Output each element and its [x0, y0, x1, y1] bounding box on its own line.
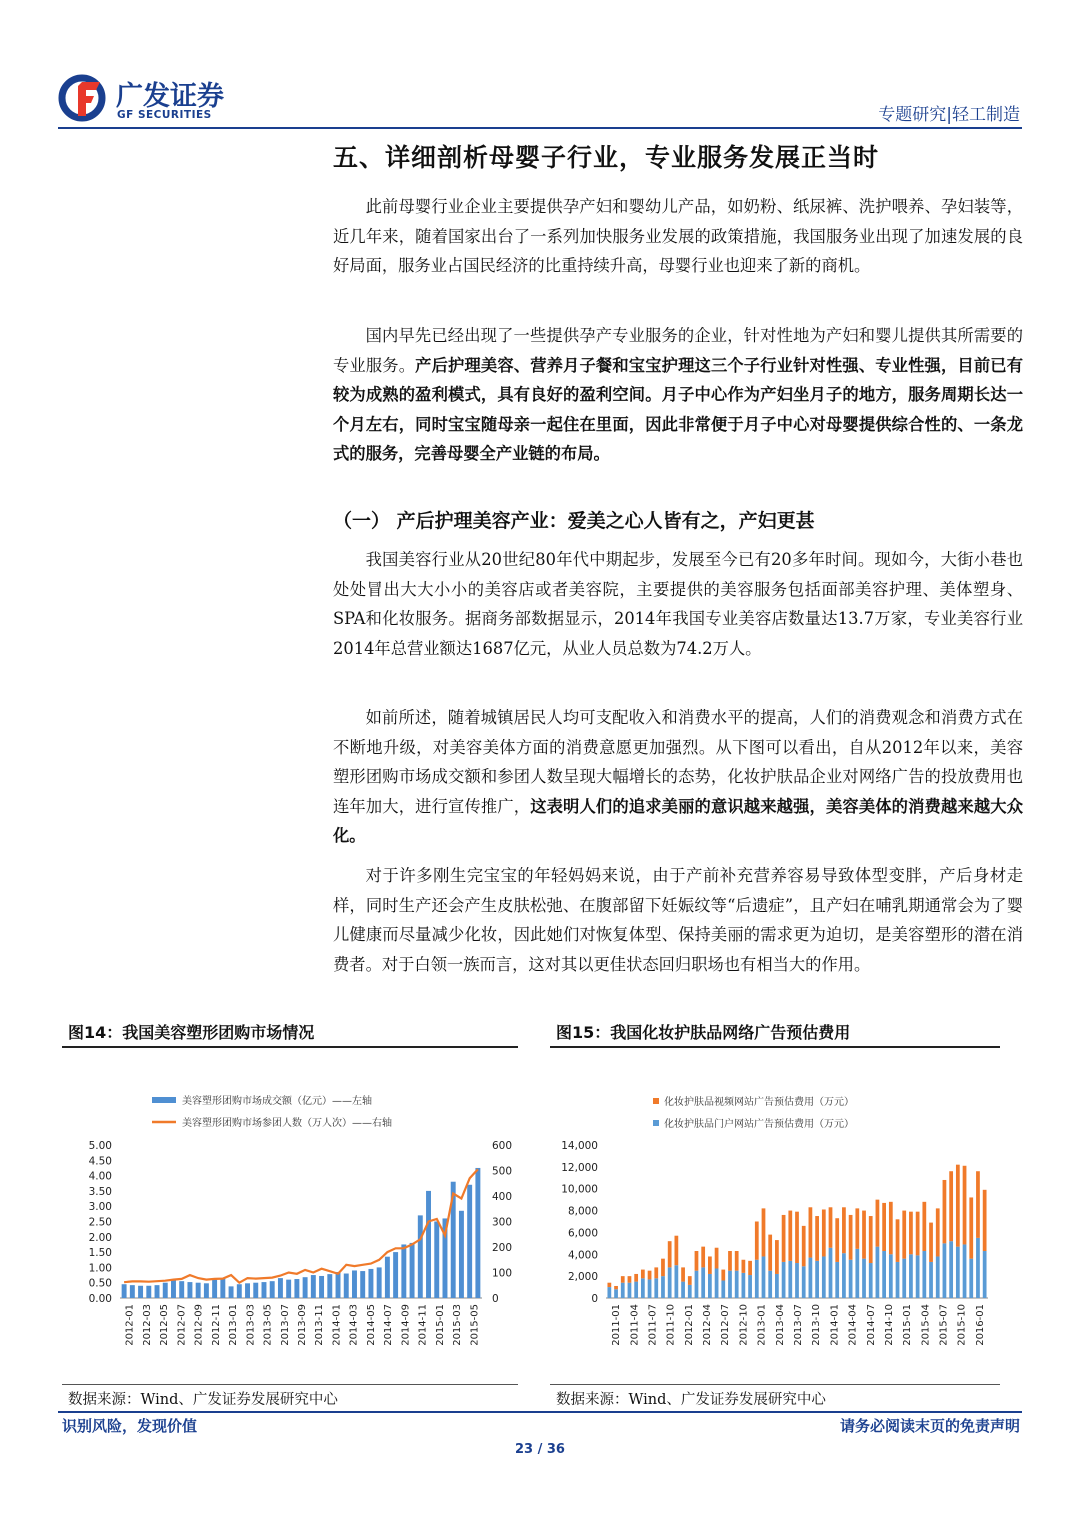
deal-value-bar	[270, 1281, 275, 1298]
portal-ad-bar	[614, 1289, 618, 1298]
portal-ad-bar	[735, 1271, 739, 1298]
portal-ad-bar	[654, 1278, 658, 1298]
x-tick-label: 2015-07	[938, 1304, 950, 1346]
video-ad-bar	[688, 1276, 692, 1285]
y-left-tick-label: 3.00	[88, 1201, 112, 1214]
video-ad-bar	[654, 1267, 658, 1278]
y-right-tick-label: 0	[492, 1293, 499, 1305]
x-tick-label: 2014-01	[829, 1304, 841, 1346]
portal-ad-bar	[889, 1254, 893, 1298]
portal-ad-bar	[916, 1255, 920, 1298]
video-ad-bar	[661, 1259, 665, 1276]
deal-value-bar	[377, 1267, 382, 1298]
y-left-tick-label: 4.00	[88, 1170, 112, 1183]
figure-14-top-rule	[62, 1046, 518, 1048]
deal-value-bar	[204, 1283, 209, 1298]
portal-ad-bar	[929, 1262, 933, 1298]
deal-value-bar	[426, 1191, 431, 1298]
video-ad-bar	[916, 1212, 920, 1256]
video-ad-bar	[628, 1276, 632, 1283]
legend-swatch-bar	[152, 1097, 176, 1103]
deal-value-bar	[179, 1281, 184, 1298]
x-tick-label: 2013-05	[262, 1304, 274, 1346]
portal-ad-bar	[835, 1262, 839, 1298]
paragraph-4-bold: 这表明人们的追求美丽的意识越来越强，美容美体的消费越来越大众化。	[333, 796, 1023, 845]
portal-ad-bar	[802, 1266, 806, 1298]
y-tick-label: 2,000	[567, 1271, 598, 1284]
y-left-tick-label: 2.50	[88, 1216, 112, 1229]
header-divider	[58, 127, 1022, 129]
x-tick-label: 2012-01	[683, 1304, 695, 1346]
x-tick-label: 2015-04	[920, 1304, 932, 1346]
portal-ad-bar	[607, 1287, 611, 1298]
deal-value-bar	[336, 1272, 341, 1298]
gf-securities-logo	[58, 70, 258, 126]
x-tick-label: 2014-11	[417, 1304, 429, 1346]
y-left-tick-label: 1.00	[88, 1262, 112, 1275]
portal-ad-bar	[855, 1249, 859, 1298]
deal-value-bar	[220, 1278, 225, 1298]
y-right-tick-label: 500	[492, 1165, 513, 1178]
video-ad-bar	[674, 1236, 678, 1266]
portal-ad-bar	[641, 1278, 645, 1298]
deal-value-bar	[311, 1275, 316, 1298]
deal-value-bar	[410, 1243, 415, 1298]
deal-value-bar	[155, 1285, 160, 1298]
y-right-tick-label: 200	[492, 1242, 513, 1254]
x-tick-label: 2012-07	[720, 1304, 732, 1346]
x-tick-label: 2014-04	[847, 1304, 859, 1346]
video-ad-bar	[949, 1171, 953, 1241]
y-tick-label: 6,000	[567, 1227, 598, 1240]
paragraph-4-plain: 如前所述，随着城镇居民人均可支配收入和消费水平的提高，人们的消费观念和消费方式在不断地升级，对美容美体方面的消费意愿更加强烈。从下图可以看出，自从2012年以来，美容塑形团购市场成交额和参团人数呈现大幅增长的态势，化妆护肤品企业对网络广告的投放费用也连年加大，进行宣传推广，	[333, 708, 1023, 816]
portal-ad-bar	[755, 1260, 759, 1298]
deal-value-bar	[196, 1283, 201, 1298]
report-category: 专题研究|轻工制造	[878, 105, 1020, 125]
deal-value-bar	[344, 1274, 349, 1298]
y-left-tick-label: 0.50	[88, 1277, 112, 1290]
video-ad-bar	[802, 1226, 806, 1266]
portal-ad-bar	[782, 1262, 786, 1298]
video-ad-bar	[936, 1208, 940, 1256]
video-ad-bar	[614, 1286, 618, 1289]
x-tick-label: 2015-05	[469, 1304, 481, 1346]
video-ad-bar	[708, 1256, 712, 1273]
figure-14-bottom-rule	[62, 1384, 518, 1385]
x-tick-label: 2014-10	[883, 1304, 895, 1346]
figure-14-source: 数据来源：Wind、广发证券发展研究中心	[68, 1392, 338, 1408]
deal-value-bar	[262, 1282, 267, 1298]
figure-15-source: 数据来源：Wind、广发证券发展研究中心	[556, 1392, 826, 1408]
section-title: 五、详细剖析母婴子行业，专业服务发展正当时	[333, 143, 880, 172]
paragraph-2-bold: 产后护理美容、营养月子餐和宝宝护理这三个子行业针对性强、专业性强，目前已有较为成熟的盈利模式，具有良好的盈利空间。月子中心作为产妇坐月子的地方，服务周期长达一个月左右，同时宝宝随母亲一起住在里面，因此非常便于月子中心对母婴提供综合性的、一条龙式的服务，完善母婴全产业链的布局。	[333, 355, 1023, 463]
video-ad-bar	[755, 1222, 759, 1260]
portal-ad-bar	[661, 1276, 665, 1298]
portal-ad-bar	[701, 1267, 705, 1298]
paragraph-3	[333, 545, 1023, 663]
x-tick-label: 2013-03	[245, 1304, 257, 1346]
x-tick-label: 2014-07	[383, 1304, 395, 1346]
deal-value-bar	[138, 1286, 143, 1298]
x-tick-label: 2012-10	[738, 1304, 750, 1346]
paragraph-2-plain: 国内早先已经出现了一些提供孕产专业服务的企业，针对性地为产妇和婴儿提供其所需要的专业服务。	[333, 326, 1023, 375]
x-tick-label: 2013-07	[279, 1304, 291, 1346]
deal-value-bar	[475, 1168, 480, 1298]
deal-value-bar	[393, 1252, 398, 1298]
x-tick-label: 2012-11	[210, 1304, 222, 1346]
deal-value-bar	[327, 1274, 332, 1298]
figure-15-title: 图15：我国化妆护肤品网络广告预估费用	[556, 1023, 851, 1042]
video-ad-bar	[748, 1261, 752, 1275]
video-ad-bar	[782, 1215, 786, 1262]
portal-ad-bar	[695, 1271, 699, 1298]
paragraph-2	[333, 321, 1023, 469]
video-ad-bar	[963, 1166, 967, 1245]
video-ad-bar	[882, 1203, 886, 1251]
x-tick-label: 2014-05	[365, 1304, 377, 1346]
y-left-tick-label: 3.50	[88, 1185, 112, 1198]
y-right-tick-label: 600	[492, 1140, 513, 1152]
video-ad-bar	[809, 1207, 813, 1257]
portal-ad-bar	[943, 1243, 947, 1298]
portal-ad-bar	[762, 1256, 766, 1298]
portal-ad-bar	[788, 1261, 792, 1298]
deal-value-bar	[360, 1271, 365, 1298]
x-tick-label: 2011-10	[665, 1304, 677, 1346]
portal-ad-bar	[795, 1263, 799, 1298]
y-right-tick-label: 300	[492, 1216, 513, 1229]
x-tick-label: 2013-01	[756, 1304, 768, 1346]
y-left-tick-label: 1.50	[88, 1247, 112, 1260]
video-ad-bar	[721, 1270, 725, 1281]
portal-ad-bar	[956, 1247, 960, 1298]
paragraph-1	[333, 192, 1023, 281]
deal-value-bar	[122, 1284, 127, 1298]
portal-ad-bar	[668, 1267, 672, 1298]
paragraph-1-text: 此前母婴行业企业主要提供孕产妇和婴幼儿产品，如奶粉、纸尿裤、洗护喂养、孕妇装等，近几年来，随着国家出台了一系列加快服务业发展的政策措施，我国服务业出现了加速发展的良好局面，服务业占国民经济的比重持续升高，母婴行业也迎来了新的商机。	[333, 197, 1023, 275]
deal-value-bar	[467, 1185, 472, 1298]
deal-value-bar	[294, 1279, 299, 1298]
x-tick-label: 2013-04	[774, 1304, 786, 1346]
paragraph-3-text: 我国美容行业从20世纪80年代中期起步，发展至今已有20多年时间。现如今，大街小巷也处处冒出大大小小的美容店或者美容院，主要提供的美容服务包括面部美容护理、美体塑身、SPA和化妆服务。据商务部数据显示，2014年我国专业美容店数量达13.7万家，专业美容行业2014年总营业额达1687亿元，从业人员总数为74.2万人。	[333, 550, 1023, 658]
portal-ad-bar	[815, 1261, 819, 1298]
portal-ad-bar	[822, 1256, 826, 1298]
portal-ad-bar	[742, 1273, 746, 1298]
x-tick-label: 2012-03	[141, 1304, 153, 1346]
x-tick-label: 2013-10	[811, 1304, 823, 1346]
x-tick-label: 2013-07	[793, 1304, 804, 1346]
x-tick-label: 2015-03	[452, 1304, 464, 1346]
deal-value-bar	[303, 1277, 308, 1298]
video-ad-bar	[775, 1240, 779, 1274]
portal-ad-bar	[842, 1253, 846, 1298]
legend-label-portal: 化妆护肤品门户网站广告预估费用（万元）	[664, 1119, 854, 1130]
video-ad-bar	[742, 1260, 746, 1273]
portal-ad-bar	[775, 1274, 779, 1298]
deal-value-bar	[245, 1283, 250, 1298]
y-left-tick-label: 0.00	[88, 1293, 112, 1305]
video-ad-bar	[822, 1209, 826, 1256]
y-tick-label: 14,000	[561, 1140, 598, 1152]
video-ad-bar	[849, 1215, 853, 1260]
x-tick-label: 2013-11	[314, 1304, 326, 1346]
deal-value-bar	[418, 1215, 423, 1298]
x-tick-label: 2015-01	[902, 1304, 914, 1346]
y-tick-label: 12,000	[561, 1161, 598, 1174]
portal-ad-bar	[768, 1271, 772, 1298]
video-ad-bar	[829, 1207, 833, 1247]
x-tick-label: 2015-01	[434, 1304, 446, 1346]
portal-ad-bar	[708, 1274, 712, 1298]
video-ad-bar	[869, 1216, 873, 1263]
video-ad-bar	[735, 1251, 739, 1271]
deal-value-bar	[459, 1211, 464, 1298]
y-tick-label: 8,000	[567, 1205, 598, 1218]
portal-ad-bar	[728, 1271, 732, 1298]
video-ad-bar	[701, 1247, 705, 1268]
portal-ad-bar	[648, 1279, 652, 1298]
video-ad-bar	[902, 1211, 906, 1259]
video-ad-bar	[835, 1218, 839, 1262]
deal-value-bar	[385, 1257, 390, 1298]
portal-ad-bar	[862, 1259, 866, 1298]
y-left-tick-label: 5.00	[88, 1140, 112, 1152]
portal-ad-bar	[936, 1256, 940, 1298]
video-ad-bar	[876, 1200, 880, 1247]
figure-14-chart	[62, 1085, 518, 1380]
video-ad-bar	[862, 1211, 866, 1259]
deal-value-bar	[401, 1244, 406, 1298]
deal-value-bar	[368, 1269, 373, 1298]
portal-ad-bar	[909, 1254, 913, 1298]
video-ad-bar	[762, 1208, 766, 1256]
x-tick-label: 2014-07	[865, 1304, 877, 1346]
video-ad-bar	[855, 1208, 859, 1248]
video-ad-bar	[969, 1197, 973, 1258]
deal-value-bar	[286, 1280, 291, 1298]
paragraph-4	[333, 703, 1023, 851]
portal-ad-bar	[876, 1247, 880, 1298]
footer-divider	[58, 1411, 1022, 1413]
portal-ad-bar	[688, 1285, 692, 1298]
video-ad-bar	[648, 1271, 652, 1280]
footer-disclaimer: 请务必阅读末页的免责声明	[839, 1417, 1020, 1435]
deal-value-bar	[434, 1222, 439, 1299]
x-tick-label: 2011-01	[611, 1304, 623, 1346]
paragraph-5-text: 对于许多刚生完宝宝的年轻妈妈来说，由于产前补充营养容易导致体型变胖，产后身材走样，同时生产还会产生皮肤松弛、在腹部留下妊娠纹等“后遗症”，且产妇在哺乳期通常会为了婴儿健康而尽量减少化妆，因此她们对恢复体型、保持美丽的需求更为迫切，是美容塑形的潜在消费者。对于白领一族而言，这对其以更佳状态回归职场也有相当大的作用。	[333, 866, 1023, 974]
brand-name-cn: 广发证券	[116, 81, 224, 112]
figure-14-title: 图14：我国美容塑形团购市场情况	[68, 1023, 315, 1042]
paragraph-5	[333, 861, 1023, 979]
portal-ad-bar	[963, 1244, 967, 1298]
x-tick-label: 2014-01	[331, 1304, 343, 1346]
portal-ad-bar	[983, 1251, 987, 1298]
video-ad-bar	[788, 1211, 792, 1261]
deal-value-bar	[187, 1282, 192, 1298]
deal-value-bar	[352, 1270, 357, 1298]
portal-ad-bar	[674, 1265, 678, 1298]
portal-ad-bar	[634, 1282, 638, 1298]
video-ad-bar	[909, 1212, 913, 1255]
subsection-title: （一） 产后护理美容产业：爱美之心人皆有之，产妇更甚	[333, 510, 815, 532]
portal-ad-bar	[869, 1263, 873, 1298]
figure-15-chart	[550, 1085, 1000, 1380]
legend-swatch-portal	[653, 1120, 659, 1126]
video-ad-bar	[795, 1212, 799, 1263]
video-ad-bar	[815, 1216, 819, 1261]
deal-value-bar	[171, 1279, 176, 1298]
x-tick-label: 2013-09	[297, 1304, 308, 1346]
video-ad-bar	[728, 1251, 732, 1271]
video-ad-bar	[768, 1235, 772, 1271]
portal-ad-bar	[748, 1275, 752, 1298]
x-tick-label: 2014-09	[400, 1304, 412, 1346]
video-ad-bar	[929, 1223, 933, 1262]
x-tick-label: 2014-03	[348, 1304, 360, 1346]
portal-ad-bar	[882, 1251, 886, 1298]
y-tick-label: 4,000	[567, 1249, 598, 1262]
legend-label-deal-value: 美容塑形团购市场成交额（亿元）——左轴	[182, 1096, 372, 1107]
video-ad-bar	[715, 1248, 719, 1269]
figure-15-top-rule	[550, 1046, 1000, 1048]
deal-value-bar	[253, 1283, 258, 1298]
deal-value-bar	[237, 1284, 242, 1298]
footer-slogan: 识别风险，发现价值	[62, 1417, 198, 1435]
portal-ad-bar	[681, 1282, 685, 1298]
x-tick-label: 2016-01	[974, 1304, 986, 1346]
y-tick-label: 0	[591, 1293, 598, 1305]
portal-ad-bar	[949, 1241, 953, 1298]
legend-swatch-video	[653, 1098, 659, 1104]
portal-ad-bar	[628, 1283, 632, 1298]
x-tick-label: 2012-01	[124, 1304, 136, 1346]
legend-label-video: 化妆护肤品视频网站广告预估费用（万元）	[664, 1097, 854, 1108]
video-ad-bar	[956, 1165, 960, 1247]
portal-ad-bar	[922, 1251, 926, 1298]
x-tick-label: 2013-01	[228, 1304, 240, 1346]
video-ad-bar	[983, 1190, 987, 1251]
portal-ad-bar	[969, 1259, 973, 1298]
y-right-tick-label: 100	[492, 1267, 513, 1280]
portal-ad-bar	[809, 1258, 813, 1298]
video-ad-bar	[681, 1267, 685, 1281]
video-ad-bar	[842, 1207, 846, 1253]
x-tick-label: 2011-04	[629, 1304, 641, 1346]
deal-value-bar	[163, 1283, 168, 1298]
portal-ad-bar	[849, 1260, 853, 1298]
page-number: 23 / 36	[515, 1442, 565, 1457]
deal-value-bar	[278, 1278, 283, 1298]
portal-ad-bar	[715, 1268, 719, 1298]
video-ad-bar	[695, 1251, 699, 1271]
x-tick-label: 2012-09	[193, 1304, 205, 1346]
legend-label-participants: 美容塑形团购市场参团人数（万人次）——右轴	[182, 1118, 392, 1129]
x-tick-label: 2012-04	[702, 1304, 714, 1346]
portal-ad-bar	[829, 1248, 833, 1298]
portal-ad-bar	[721, 1281, 725, 1298]
y-left-tick-label: 2.00	[88, 1231, 112, 1244]
video-ad-bar	[943, 1180, 947, 1243]
portal-ad-bar	[896, 1262, 900, 1298]
video-ad-bar	[976, 1171, 980, 1238]
deal-value-bar	[319, 1276, 324, 1298]
x-tick-label: 2012-05	[159, 1304, 171, 1346]
video-ad-bar	[922, 1202, 926, 1251]
figure-15-bottom-rule	[550, 1384, 1000, 1385]
deal-value-bar	[212, 1280, 217, 1298]
brand-name-en: GF SECURITIES	[117, 109, 212, 121]
deal-value-bar	[146, 1286, 151, 1298]
y-right-tick-label: 400	[492, 1191, 513, 1203]
deal-value-bar	[130, 1285, 135, 1298]
video-ad-bar	[668, 1241, 672, 1267]
video-ad-bar	[621, 1276, 625, 1283]
video-ad-bar	[889, 1202, 893, 1254]
portal-ad-bar	[902, 1259, 906, 1298]
portal-ad-bar	[621, 1283, 625, 1298]
video-ad-bar	[896, 1219, 900, 1262]
x-tick-label: 2015-10	[956, 1304, 968, 1346]
x-tick-label: 2012-07	[176, 1304, 188, 1346]
deal-value-bar	[229, 1286, 234, 1298]
x-tick-label: 2011-07	[647, 1304, 659, 1346]
video-ad-bar	[641, 1270, 645, 1279]
video-ad-bar	[634, 1274, 638, 1282]
y-left-tick-label: 4.50	[88, 1155, 112, 1168]
participants-line	[124, 1169, 478, 1283]
video-ad-bar	[607, 1283, 611, 1287]
portal-ad-bar	[976, 1238, 980, 1298]
y-tick-label: 10,000	[561, 1183, 598, 1196]
